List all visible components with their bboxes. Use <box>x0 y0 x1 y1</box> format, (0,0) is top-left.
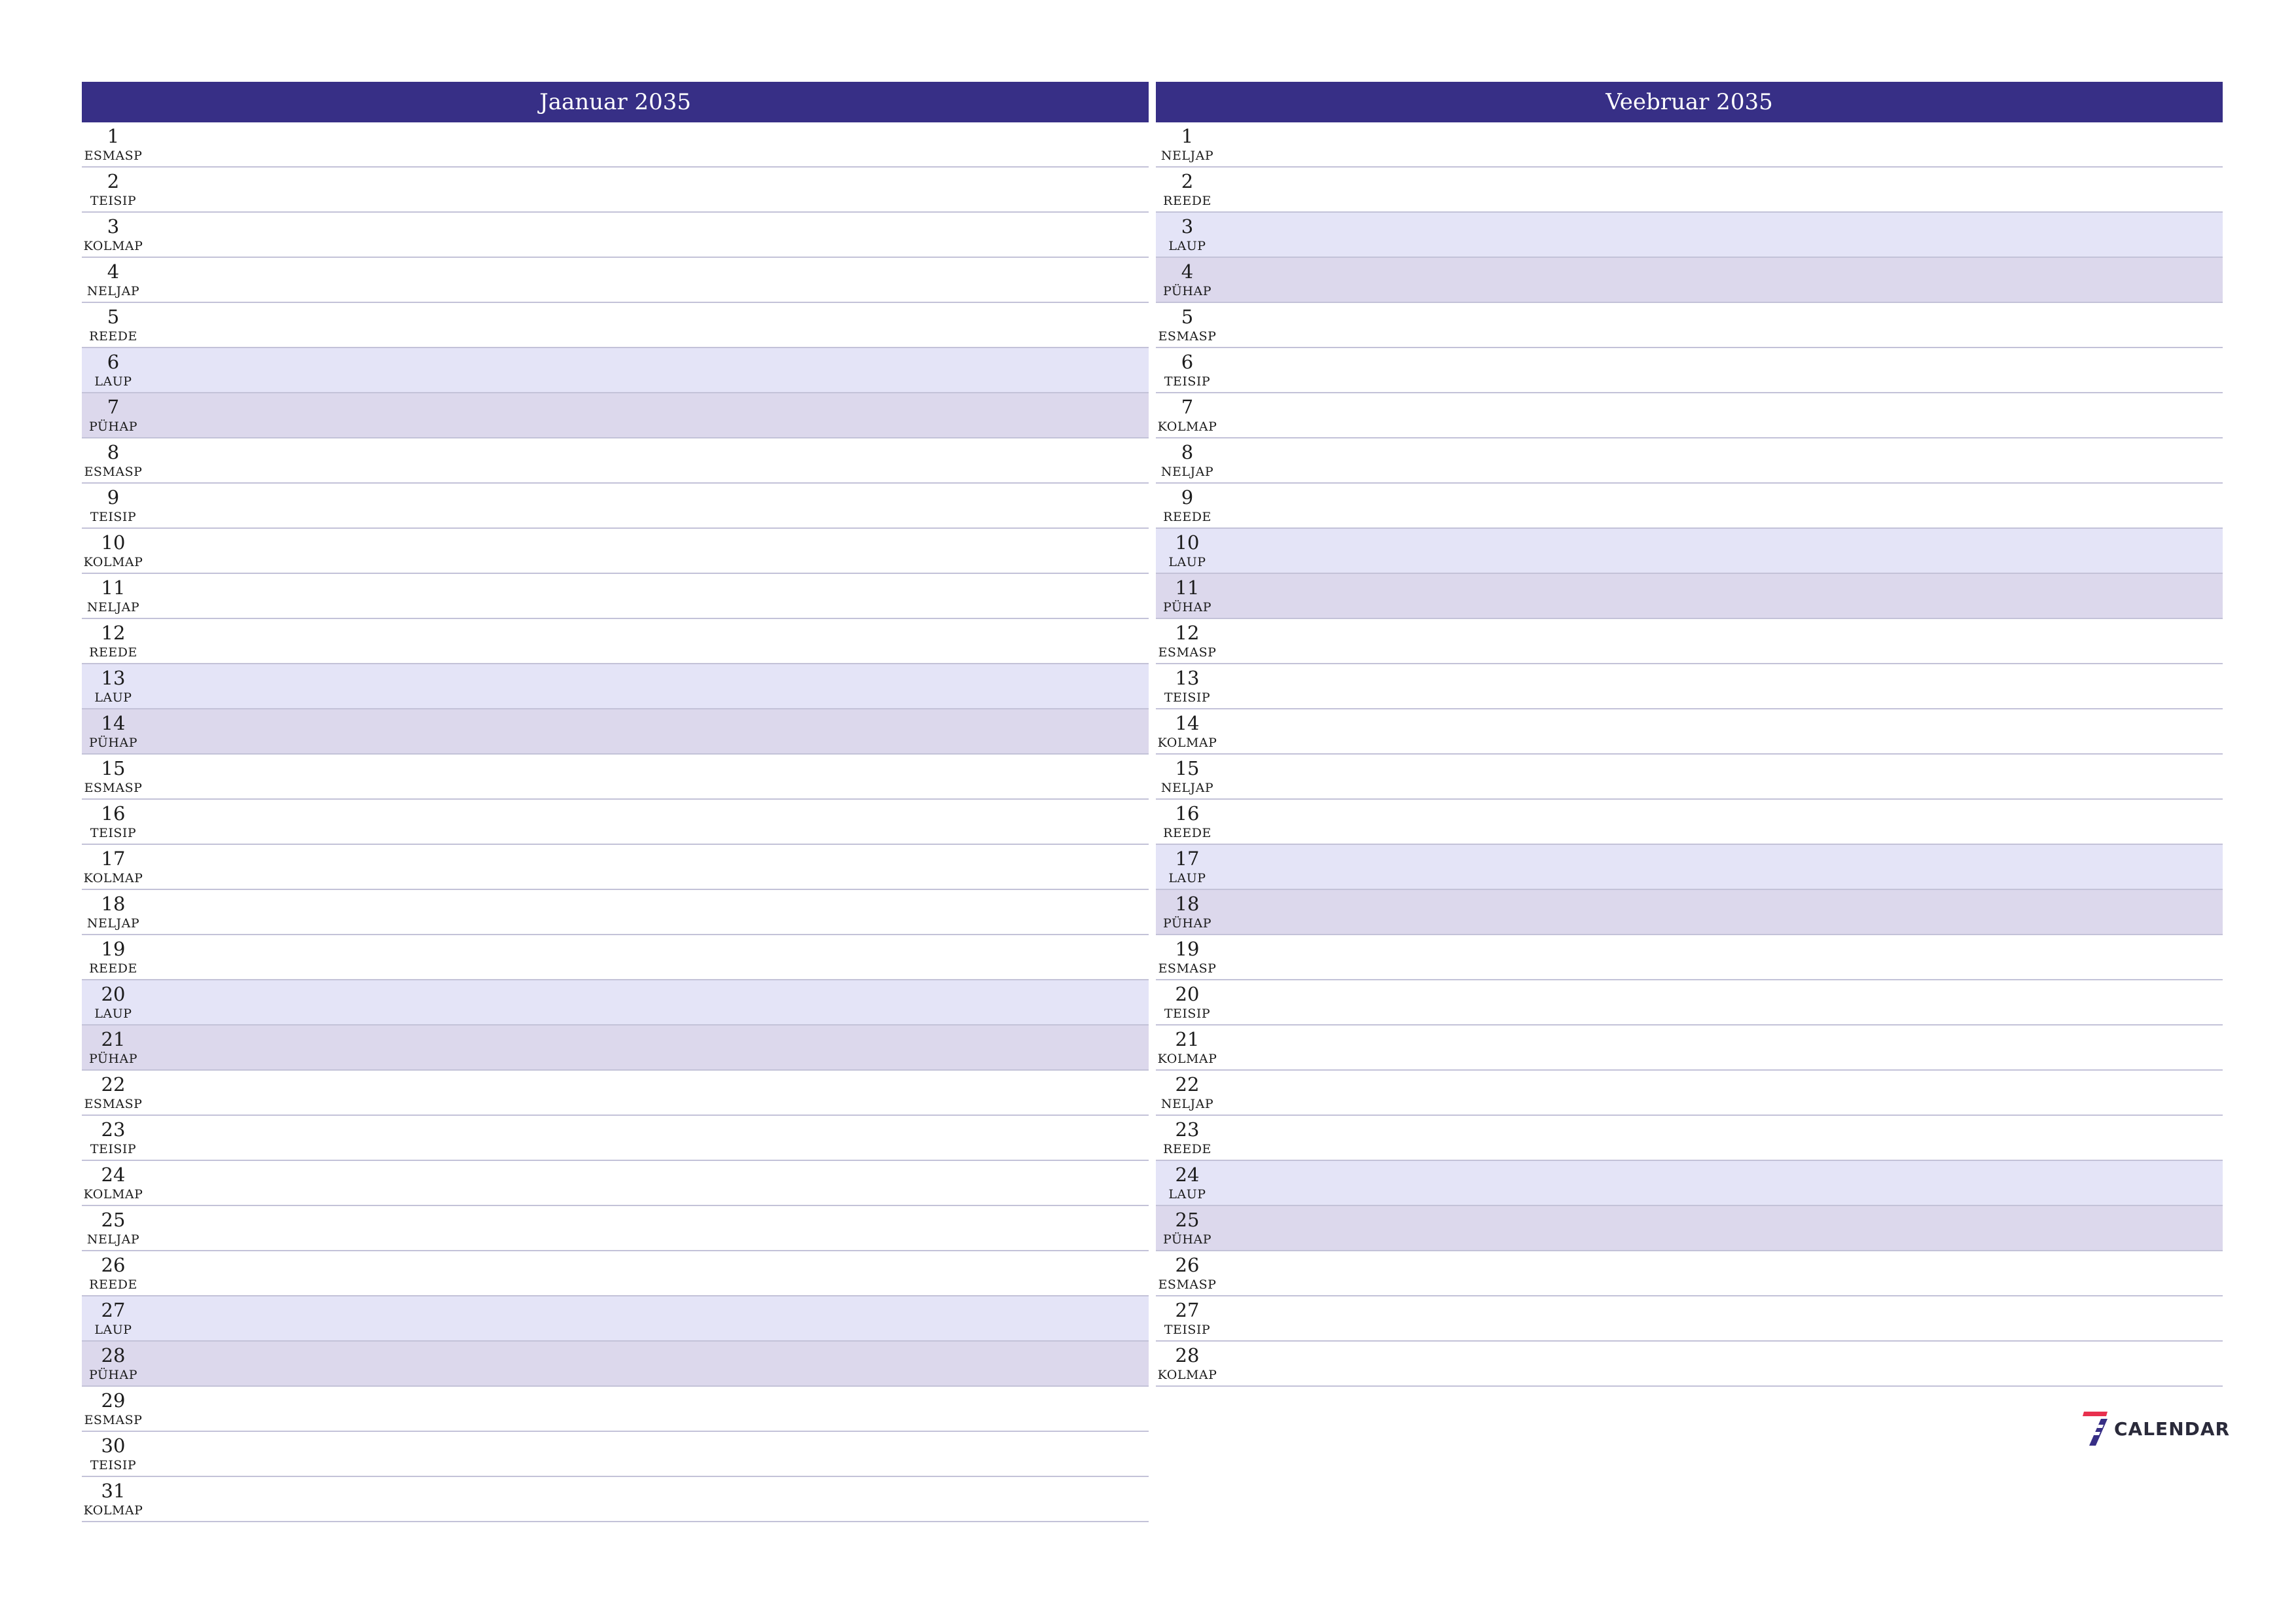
weekday-label: ESMASP <box>84 1097 143 1111</box>
day-number: 6 <box>107 351 120 373</box>
day-number: 7 <box>1181 396 1194 418</box>
month-january <box>82 82 1149 1522</box>
weekday-label: REEDE <box>89 645 137 660</box>
day-row <box>1156 303 2223 348</box>
day-row <box>1156 980 2223 1026</box>
day-row <box>82 800 1149 845</box>
day-number: 24 <box>1175 1164 1200 1186</box>
weekday-label: PÜHAP <box>88 419 138 434</box>
day-row <box>82 393 1149 438</box>
weekday-label: ESMASP <box>1158 645 1217 660</box>
day-row <box>82 755 1149 800</box>
weekday-label: ESMASP <box>84 781 143 795</box>
day-row <box>82 484 1149 529</box>
weekday-label: REEDE <box>89 329 137 344</box>
weekday-label: REEDE <box>1163 194 1211 208</box>
day-row <box>1156 664 2223 709</box>
weekday-label: KOLMAP <box>83 871 143 885</box>
day-number: 13 <box>1175 667 1200 689</box>
day-number: 20 <box>101 983 126 1005</box>
weekday-label: LAUP <box>1168 555 1206 569</box>
weekday-label: NELJAP <box>86 916 140 931</box>
day-row <box>1156 213 2223 258</box>
weekday-label: TEISIP <box>90 194 137 208</box>
day-row <box>82 980 1149 1026</box>
weekday-label: LAUP <box>94 1323 132 1337</box>
day-row <box>82 664 1149 709</box>
weekday-label: NELJAP <box>1160 1097 1214 1111</box>
day-number: 12 <box>101 622 126 644</box>
weekday-label: LAUP <box>1168 871 1206 885</box>
day-number: 24 <box>101 1164 126 1186</box>
day-number: 6 <box>1181 351 1194 373</box>
day-number: 9 <box>1181 486 1194 508</box>
weekday-label: ESMASP <box>1158 1277 1217 1292</box>
weekday-label: KOLMAP <box>1157 1052 1217 1066</box>
day-row <box>1156 1251 2223 1296</box>
day-row <box>82 122 1149 168</box>
weekday-label: PÜHAP <box>88 736 138 750</box>
weekday-label: PÜHAP <box>1162 916 1212 931</box>
day-row <box>1156 1071 2223 1116</box>
weekday-label: PÜHAP <box>1162 600 1212 615</box>
day-number: 11 <box>1175 577 1200 599</box>
month-title: Veebruar 2035 <box>1156 82 2223 122</box>
day-number: 16 <box>1175 802 1200 825</box>
day-row <box>1156 619 2223 664</box>
day-number: 21 <box>1175 1028 1200 1050</box>
weekday-label: TEISIP <box>1164 374 1211 389</box>
day-number: 27 <box>101 1299 126 1321</box>
logo-text: CALENDAR <box>2114 1418 2231 1440</box>
day-number: 2 <box>1181 170 1194 192</box>
weekday-label: KOLMAP <box>83 555 143 569</box>
weekday-label: KOLMAP <box>1157 419 1217 434</box>
weekday-label: REEDE <box>89 1277 137 1292</box>
weekday-label: REEDE <box>1163 826 1211 840</box>
weekday-label: NELJAP <box>86 600 140 615</box>
weekday-label: ESMASP <box>84 149 143 163</box>
day-number: 18 <box>1175 893 1200 915</box>
day-number: 25 <box>1175 1209 1200 1231</box>
weekday-label: ESMASP <box>84 465 143 479</box>
day-number: 3 <box>1181 215 1194 238</box>
weekday-label: PÜHAP <box>1162 284 1212 298</box>
day-number: 22 <box>101 1073 126 1096</box>
day-row <box>82 1251 1149 1296</box>
day-number: 19 <box>101 938 126 960</box>
day-number: 21 <box>101 1028 126 1050</box>
weekday-label: PÜHAP <box>88 1052 138 1066</box>
day-row <box>82 213 1149 258</box>
day-row <box>1156 755 2223 800</box>
day-number: 11 <box>101 577 126 599</box>
day-number: 10 <box>1175 531 1200 554</box>
day-number: 2 <box>107 170 120 192</box>
weekday-label: TEISIP <box>90 826 137 840</box>
day-number: 17 <box>1175 847 1200 870</box>
weekday-label: KOLMAP <box>83 239 143 253</box>
weekday-label: NELJAP <box>86 1232 140 1247</box>
day-row <box>1156 935 2223 980</box>
day-row <box>1156 258 2223 303</box>
day-row <box>1156 1206 2223 1251</box>
weekday-label: KOLMAP <box>83 1503 143 1518</box>
day-number: 4 <box>1181 260 1194 283</box>
day-row <box>82 438 1149 484</box>
day-number: 29 <box>101 1389 126 1412</box>
day-row <box>1156 168 2223 213</box>
day-number: 13 <box>101 667 126 689</box>
weekday-label: REEDE <box>1163 1142 1211 1156</box>
day-list <box>82 122 1149 1522</box>
day-row <box>82 890 1149 935</box>
day-row <box>82 348 1149 393</box>
day-number: 20 <box>1175 983 1200 1005</box>
day-row <box>1156 1026 2223 1071</box>
day-number: 9 <box>107 486 120 508</box>
day-row <box>1156 393 2223 438</box>
day-number: 28 <box>101 1344 126 1366</box>
day-row <box>82 303 1149 348</box>
day-number: 1 <box>107 125 120 147</box>
day-row <box>1156 529 2223 574</box>
day-number: 27 <box>1175 1299 1200 1321</box>
weekday-label: LAUP <box>1168 1187 1206 1202</box>
day-row <box>82 1387 1149 1432</box>
day-number: 10 <box>101 531 126 554</box>
day-number: 23 <box>101 1118 126 1141</box>
month-february <box>1156 82 2223 1387</box>
day-number: 16 <box>101 802 126 825</box>
weekday-label: LAUP <box>94 690 132 705</box>
day-number: 14 <box>1175 712 1200 734</box>
day-number: 15 <box>101 757 126 779</box>
day-number: 31 <box>101 1480 126 1502</box>
day-row <box>1156 438 2223 484</box>
day-number: 28 <box>1175 1344 1200 1366</box>
day-row <box>82 1432 1149 1477</box>
day-row <box>82 1161 1149 1206</box>
weekday-label: TEISIP <box>90 1142 137 1156</box>
day-number: 8 <box>1181 441 1194 463</box>
day-row <box>82 619 1149 664</box>
day-row <box>1156 348 2223 393</box>
day-number: 17 <box>101 847 126 870</box>
weekday-label: NELJAP <box>1160 781 1214 795</box>
weekday-label: TEISIP <box>1164 1323 1211 1337</box>
day-number: 23 <box>1175 1118 1200 1141</box>
day-number: 25 <box>101 1209 126 1231</box>
day-row <box>82 709 1149 755</box>
day-number: 19 <box>1175 938 1200 960</box>
day-row <box>82 1071 1149 1116</box>
day-number: 14 <box>101 712 126 734</box>
day-row <box>1156 574 2223 619</box>
weekday-label: KOLMAP <box>1157 1368 1217 1382</box>
weekday-label: TEISIP <box>90 1458 137 1472</box>
day-number: 15 <box>1175 757 1200 779</box>
day-row <box>82 1296 1149 1342</box>
day-number: 5 <box>107 306 120 328</box>
day-row <box>82 529 1149 574</box>
day-number: 22 <box>1175 1073 1200 1096</box>
weekday-label: PÜHAP <box>88 1368 138 1382</box>
day-number: 7 <box>107 396 120 418</box>
day-row <box>82 1342 1149 1387</box>
weekday-label: KOLMAP <box>1157 736 1217 750</box>
weekday-label: PÜHAP <box>1162 1232 1212 1247</box>
day-row <box>1156 484 2223 529</box>
day-number: 4 <box>107 260 120 283</box>
day-number: 1 <box>1181 125 1194 147</box>
weekday-label: KOLMAP <box>83 1187 143 1202</box>
day-row <box>82 1206 1149 1251</box>
day-row <box>1156 122 2223 168</box>
day-list <box>1156 122 2223 1387</box>
day-row <box>82 1116 1149 1161</box>
weekday-label: LAUP <box>1168 239 1206 253</box>
day-row <box>1156 1116 2223 1161</box>
day-row <box>1156 1296 2223 1342</box>
weekday-label: REEDE <box>89 961 137 976</box>
weekday-label: LAUP <box>94 374 132 389</box>
weekday-label: ESMASP <box>84 1413 143 1427</box>
day-number: 26 <box>1175 1254 1200 1276</box>
weekday-label: TEISIP <box>1164 1007 1211 1021</box>
calendar-logo <box>2081 1410 2230 1447</box>
weekday-label: ESMASP <box>1158 961 1217 976</box>
weekday-label: TEISIP <box>1164 690 1211 705</box>
day-row <box>82 1026 1149 1071</box>
day-row <box>82 845 1149 890</box>
day-row <box>1156 1161 2223 1206</box>
day-number: 3 <box>107 215 120 238</box>
day-row <box>1156 709 2223 755</box>
day-number: 5 <box>1181 306 1194 328</box>
weekday-label: LAUP <box>94 1007 132 1021</box>
seven-logo-icon <box>2081 1410 2110 1447</box>
day-number: 18 <box>101 893 126 915</box>
weekday-label: REEDE <box>1163 510 1211 524</box>
day-row <box>82 258 1149 303</box>
day-row <box>82 574 1149 619</box>
day-row <box>1156 1342 2223 1387</box>
weekday-label: ESMASP <box>1158 329 1217 344</box>
weekday-label: NELJAP <box>86 284 140 298</box>
weekday-label: NELJAP <box>1160 465 1214 479</box>
day-row <box>1156 890 2223 935</box>
day-row <box>1156 845 2223 890</box>
day-row <box>82 935 1149 980</box>
day-row <box>82 1477 1149 1522</box>
weekday-label: NELJAP <box>1160 149 1214 163</box>
day-number: 12 <box>1175 622 1200 644</box>
month-title: Jaanuar 2035 <box>82 82 1149 122</box>
day-number: 30 <box>101 1435 126 1457</box>
weekday-label: TEISIP <box>90 510 137 524</box>
day-row <box>1156 800 2223 845</box>
day-row <box>82 168 1149 213</box>
day-number: 26 <box>101 1254 126 1276</box>
day-number: 8 <box>107 441 120 463</box>
